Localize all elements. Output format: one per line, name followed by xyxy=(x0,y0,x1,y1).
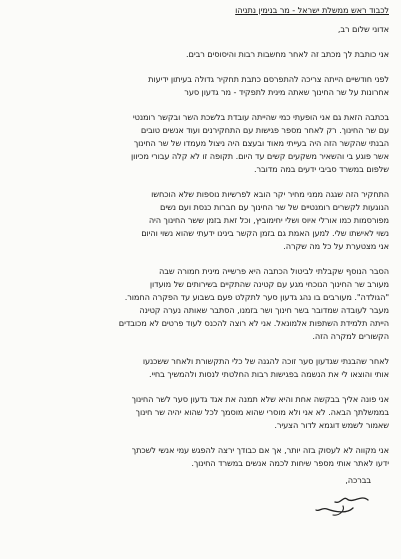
text-line: אותי והוצאו לי את הנשמה בפגישות רבות החלטתי לנסות ולהמשיך בחיי. xyxy=(148,369,389,379)
text-line: לפני חודשיים הייתה צריכה להתפרסם כתבת תחקיר גדולה בעיתון ידיעות xyxy=(148,74,389,84)
text-line: הסבר הנוסף שקבלתי לביטול הכתבה היא פרשייה מינית חמורה שבה xyxy=(159,266,389,276)
text-line: בכתבה הזאת גם אני הופעתי כמי שהייתה עובדת בלשכת השר ובקשר רומנטי xyxy=(132,112,389,122)
text-line: אני מצטערת על כל מה שקרה. xyxy=(283,241,389,251)
text-line: אחרונות על שר החינוך שאתה מינית לתפקיד - מר גדעון סער xyxy=(184,87,389,97)
text-line: שלפום במשרד סביבי ידעים במה מדובר. xyxy=(253,164,389,174)
text-line: ידעו לאתר אותי מספר שיחות לכמה אנשים במשרד החינוך. xyxy=(191,458,389,468)
paragraph-8 xyxy=(10,444,389,470)
text-line: מעבר לעובדה שמדובר בשר חינוך ושר בזמנו, הסתבר שאותה נערה קטינה xyxy=(139,305,389,315)
text-line: "הגולדה". מעורבים בו נהג גדעון סער לתקלט פעם בשבוע עד הפקרה החמור. xyxy=(124,292,389,302)
text-line: אשר פוגע בי והשאיר משקעים קשים עד היום. תקופה זו לא קלה עבורי מכיוון xyxy=(131,151,389,161)
paragraph-5 xyxy=(10,265,389,343)
text-line: מפורסמות כמו אורלי איוס ושלי יחימוביץ, וכל זאת בזמן ששר החינוך היה xyxy=(148,215,389,225)
text-line: אני כותבת לך מכתב זה לאחר מחשבות רבות והיסוסים רבים. xyxy=(186,49,389,59)
letter-greeting: אדוני שלום רב, xyxy=(337,24,389,34)
text-line: הבנתי שהקשר הזה היה בעייתי מאוד ובעצם היה ניצול מעמדו של שר החינוך xyxy=(133,138,389,148)
signature-icon xyxy=(313,490,373,520)
letter-closing: בברכה, xyxy=(345,475,371,485)
paragraph-7 xyxy=(10,393,389,432)
text-line: הייתה תלמידת השתפות אלמונאל. אני לא רוצה להכנס לעוד פרטים לא מכובדים xyxy=(118,318,389,328)
signature-mark xyxy=(10,490,389,520)
letter-addressee: לכבוד ראש ממשלת ישראל - מר בנימין נתניהו xyxy=(235,5,389,15)
text-line: התחקיר הזה שגגה ממני מחיר יקר הובא לפרשיות נוספות שלא הוכחשו xyxy=(151,189,389,199)
text-line: אני מקווה לא לעסוק בזה יותר, אך אם כבודך ירצה להפגש עמי אנשי לשכתך xyxy=(131,445,389,455)
paragraph-4 xyxy=(10,188,389,253)
text-line: אני פונה אליך בבקשה אחת והיא שלא תמנה את אגד גדעון סער לשר החינוך xyxy=(131,394,389,404)
text-line: הקשורים למקרה הזה. xyxy=(312,331,389,341)
paragraph-2 xyxy=(10,73,389,99)
paragraph-3 xyxy=(10,111,389,176)
text-line: לאחר שהבנתי שגדעון סער זוכה להגנה של כלי התקשורת ולאחר ששכנעו xyxy=(142,356,389,366)
text-line: בממשלתך הבאה. לא אני ולא מוסרי שהוא מוסמך לכל שהוא יהיה שר חינוך xyxy=(135,407,389,417)
paragraph-6 xyxy=(10,355,389,381)
paragraph-1 xyxy=(10,48,389,61)
text-line: נשוי לאישתו שלי. למען האמת גם בזמן הקשר בינינו ידעתי שהוא נשוי והיום xyxy=(141,228,389,238)
text-line: הנוגעות לקשרים רומנטיים של שר החינוך עם חברות כנסת ועם נשים xyxy=(160,202,389,212)
text-line: עם שר החינוך. רק לאחר מספר פגישות עם התחקירנים ועוד אנשים טובים xyxy=(140,125,389,135)
text-line: מעורב שר החינוך הנוכחי מגע עם קטינה שהתקיים בשירותים של מועדון xyxy=(149,279,389,289)
text-line: שאמור לשמש דוגמא לדור הצעיר. xyxy=(274,420,389,430)
